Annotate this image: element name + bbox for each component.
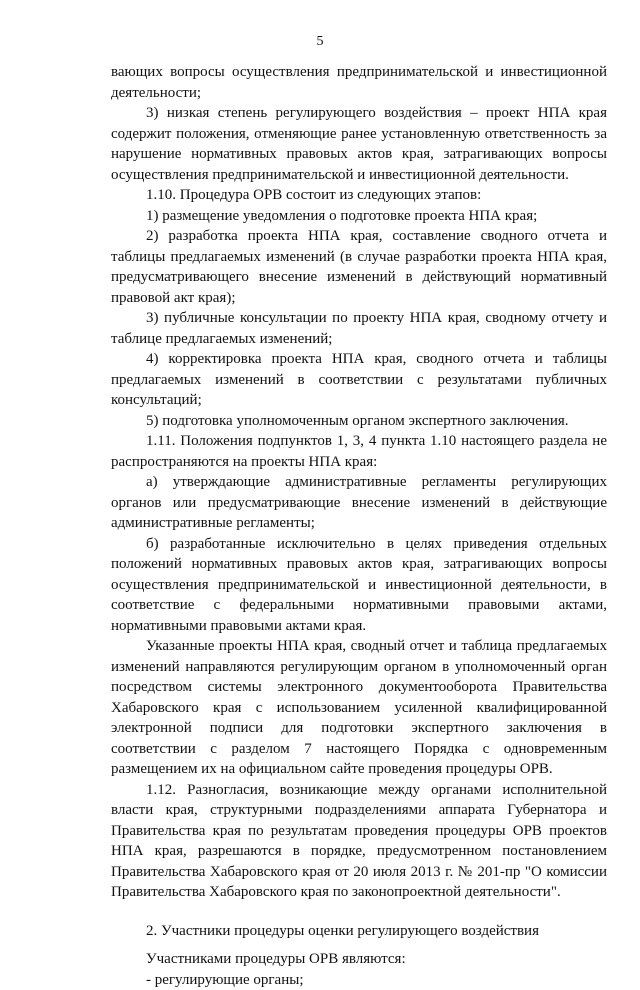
paragraph: 3) публичные консультации по проекту НПА края, сводному отчету и таблице предлагаемых изменений;: [111, 308, 607, 349]
paragraph: 2) разработка проекта НПА края, составление сводного отчета и таблицы предлагаемых изменений (в случае разработки проекта НПА края, предусматривающего внесение изменений в действующий нормативный правовой акт края);: [111, 226, 607, 308]
paragraph: а) утверждающие административные регламенты регулирующих органов или предусматривающие внесение изменений в действующие административные регламенты;: [111, 472, 607, 534]
paragraph: 1) размещение уведомления о подготовке проекта НПА края;: [111, 206, 607, 227]
paragraph: 3) низкая степень регулирующего воздействия – проект НПА края содержит положения, отменяющие ранее установленную ответственность за нарушение нормативных правовых актов края, затрагивающих вопросы осуществления предпринимательской и инвестиционной деятельности.: [111, 103, 607, 185]
page-body: [111, 62, 607, 990]
paragraph: 5) подготовка уполномоченным органом экспертного заключения.: [111, 411, 607, 432]
paragraph: 1.10. Процедура ОРВ состоит из следующих этапов:: [111, 185, 607, 206]
paragraph: - регулирующие органы;: [111, 970, 607, 990]
paragraph: вающих вопросы осуществления предпринимательской и инвестиционной деятельности;: [111, 62, 607, 103]
paragraph: Указанные проекты НПА края, сводный отчет и таблица предлагаемых изменений направляются регулирующим органом в уполномоченный орган посредством системы электронного документооборота Правительства Хабаровского края с использованием усиленной квалифицированной электронной подписи для подготовки экспертного заключения в соответствии с разделом 7 настоящего Порядка с одновременным размещением их на официальном сайте проведения процедуры ОРВ.: [111, 636, 607, 780]
paragraph: 1.12. Разногласия, возникающие между органами исполнительной власти края, структурными подразделениями аппарата Губернатора и Правительства края по результатам проведения процедуры ОРВ проектов НПА края, разрешаются в порядке, предусмотренном постановлением Правительства Хабаровского края от 20 июля 2013 г. № 201-пр "О комиссии Правительства Хабаровского края по законопроектной деятельности".: [111, 780, 607, 903]
paragraph: Участниками процедуры ОРВ являются:: [111, 949, 607, 970]
paragraph: 4) корректировка проекта НПА края, сводного отчета и таблицы предлагаемых изменений в соответствии с результатами публичных консультаций;: [111, 349, 607, 411]
paragraph: 1.11. Положения подпунктов 1, 3, 4 пункта 1.10 настоящего раздела не распространяются на проекты НПА края:: [111, 431, 607, 472]
paragraph: б) разработанные исключительно в целях приведения отдельных положений нормативных правовых актов края, затрагивающих вопросы осуществления предпринимательской и инвестиционной деятельности, в соответствие с федеральными нормативными правовыми актами, нормативными правовыми актами края.: [111, 534, 607, 637]
paragraph-block: [111, 62, 607, 903]
page-number: 5: [0, 34, 640, 50]
section-heading: 2. Участники процедуры оценки регулирующего воздействия: [111, 921, 607, 942]
closing-block: [111, 949, 607, 990]
